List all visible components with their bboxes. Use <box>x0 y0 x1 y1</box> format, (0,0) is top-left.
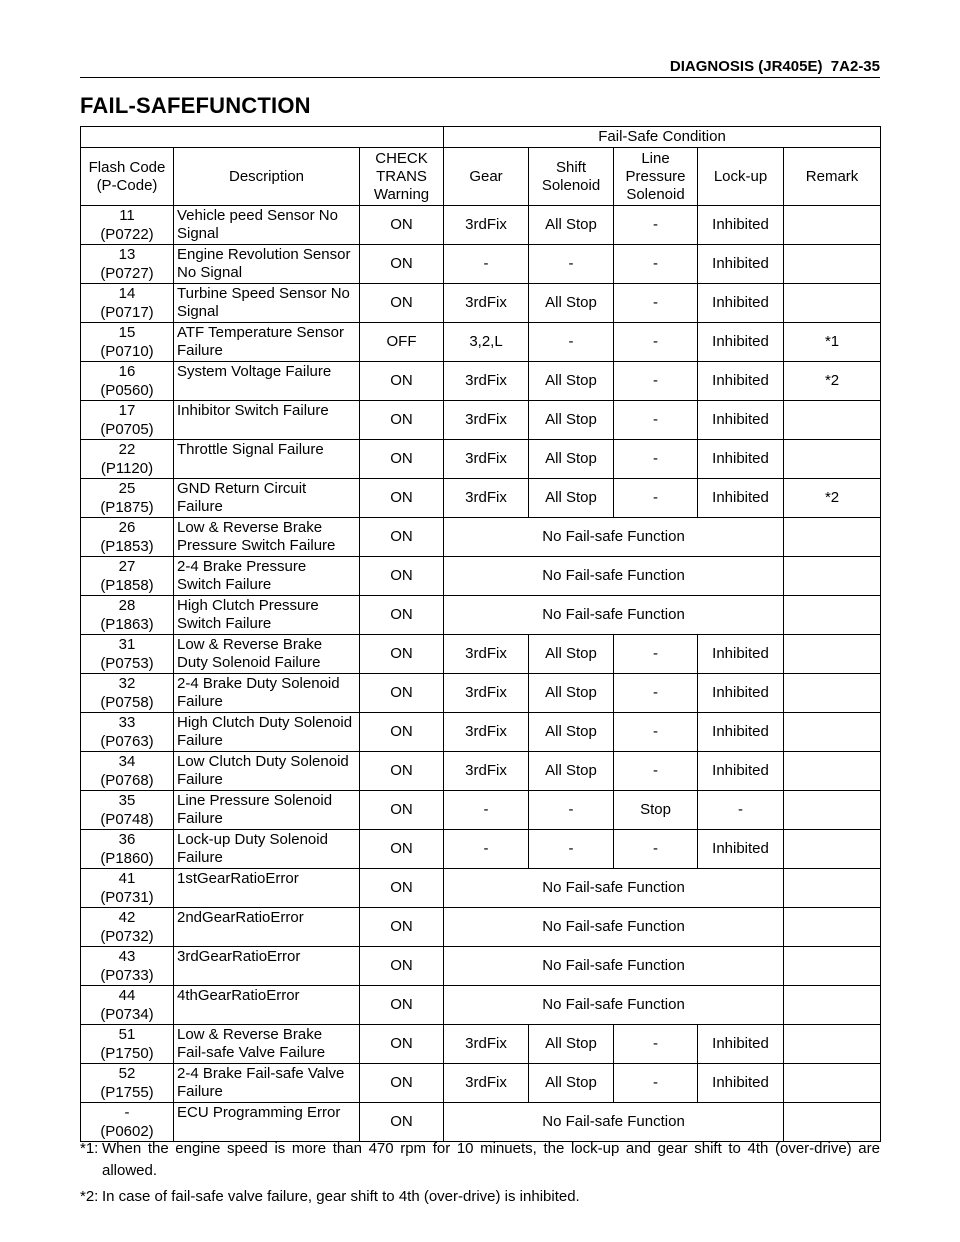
lockup-cell: Inhibited <box>698 479 784 518</box>
shift-solenoid-cell: All Stop <box>529 1064 614 1103</box>
remark-cell <box>784 1025 881 1064</box>
footnote-2 <box>80 1186 880 1208</box>
flash-code-cell <box>81 557 174 596</box>
flash-code: 31 <box>118 636 136 653</box>
p-code: (P1860) <box>100 850 154 867</box>
shift-solenoid-cell: All Stop <box>529 674 614 713</box>
description-cell: Inhibitor Switch Failure <box>174 401 360 440</box>
remark-cell <box>784 596 881 635</box>
gear-cell: 3,2,L <box>444 323 529 362</box>
no-fail-safe-cell: No Fail-safe Function <box>444 947 784 986</box>
line-pressure-cell: - <box>614 752 698 791</box>
flash-code: 11 <box>119 207 135 224</box>
p-code: (P0710) <box>100 343 154 360</box>
flash-code-cell <box>81 674 174 713</box>
col-line-pressure: Line Pressure Solenoid <box>614 148 698 206</box>
col-description: Description <box>174 148 360 206</box>
p-code: (P0731) <box>100 889 154 906</box>
flash-code-cell <box>81 986 174 1025</box>
remark-cell <box>784 830 881 869</box>
flash-code: 42 <box>118 909 136 926</box>
shift-solenoid-cell: - <box>529 323 614 362</box>
remark-cell <box>784 713 881 752</box>
lockup-cell: Inhibited <box>698 1025 784 1064</box>
shift-solenoid-cell: - <box>529 830 614 869</box>
page-header <box>80 58 880 75</box>
flash-code-cell <box>81 284 174 323</box>
line-pressure-cell: - <box>614 401 698 440</box>
remark-cell: *1 <box>784 323 881 362</box>
check-trans-cell: ON <box>360 1025 444 1064</box>
p-code: (P1853) <box>100 538 154 555</box>
page-number: 7A2-35 <box>830 58 880 75</box>
check-trans-cell: ON <box>360 713 444 752</box>
remark-cell <box>784 518 881 557</box>
shift-solenoid-cell: All Stop <box>529 1025 614 1064</box>
no-fail-safe-cell: No Fail-safe Function <box>444 986 784 1025</box>
check-trans-cell: ON <box>360 830 444 869</box>
footnote-mark: *1: <box>80 1140 99 1157</box>
table-row <box>81 986 881 1025</box>
table-row <box>81 713 881 752</box>
table-row <box>81 323 881 362</box>
check-trans-cell: ON <box>360 362 444 401</box>
col-shift-solenoid: Shift Solenoid <box>529 148 614 206</box>
remark-cell <box>784 752 881 791</box>
remark-cell <box>784 1103 881 1142</box>
description-cell: High Clutch Duty Solenoid Failure <box>174 713 360 752</box>
table-row <box>81 557 881 596</box>
flash-code-cell <box>81 245 174 284</box>
gear-cell: 3rdFix <box>444 713 529 752</box>
table-row <box>81 947 881 986</box>
col-remark: Remark <box>784 148 881 206</box>
check-trans-cell: ON <box>360 479 444 518</box>
flash-code-cell <box>81 635 174 674</box>
check-trans-cell: ON <box>360 206 444 245</box>
remark-cell <box>784 284 881 323</box>
gear-cell: 3rdFix <box>444 1064 529 1103</box>
p-code: (P1858) <box>100 577 154 594</box>
p-code: (P1120) <box>100 460 154 477</box>
gear-cell: 3rdFix <box>444 284 529 323</box>
gear-cell: 3rdFix <box>444 206 529 245</box>
lockup-cell: Inhibited <box>698 245 784 284</box>
check-trans-cell: ON <box>360 986 444 1025</box>
shift-solenoid-cell: All Stop <box>529 440 614 479</box>
table-row <box>81 518 881 557</box>
flash-code: 26 <box>118 519 136 536</box>
description-cell: 2-4 Brake Duty Solenoid Failure <box>174 674 360 713</box>
line-pressure-cell: - <box>614 206 698 245</box>
flash-code-cell <box>81 713 174 752</box>
lockup-cell: - <box>698 791 784 830</box>
flash-code-cell <box>81 401 174 440</box>
flash-code-cell <box>81 440 174 479</box>
header-divider <box>80 77 880 78</box>
description-cell: Engine Revolution Sensor No Signal <box>174 245 360 284</box>
no-fail-safe-cell: No Fail-safe Function <box>444 1103 784 1142</box>
no-fail-safe-cell: No Fail-safe Function <box>444 908 784 947</box>
flash-code: 33 <box>118 714 136 731</box>
check-trans-cell: ON <box>360 635 444 674</box>
table-row <box>81 401 881 440</box>
table-row <box>81 245 881 284</box>
flash-code: 44 <box>118 987 136 1004</box>
flash-code: 22 <box>118 441 136 458</box>
description-cell: ATF Temperature Sensor Failure <box>174 323 360 362</box>
table-row <box>81 1025 881 1064</box>
table-body <box>81 206 881 1142</box>
flash-code: 41 <box>118 870 136 887</box>
remark-cell <box>784 908 881 947</box>
gear-cell: 3rdFix <box>444 674 529 713</box>
p-code: (P0763) <box>100 733 154 750</box>
flash-code: 25 <box>118 480 136 497</box>
description-cell: 1stGearRatioError <box>174 869 360 908</box>
p-code: (P0758) <box>100 694 154 711</box>
col-check-trans: CHECK TRANS Warning <box>360 148 444 206</box>
check-trans-cell: ON <box>360 1064 444 1103</box>
flash-code-cell <box>81 479 174 518</box>
footnote-text: In case of fail-safe valve failure, gear shift to 4th (over-drive) is inhibited. <box>102 1188 580 1205</box>
footnotes <box>80 1138 880 1208</box>
flash-code-cell <box>81 1064 174 1103</box>
shift-solenoid-cell: All Stop <box>529 635 614 674</box>
p-code: (P0748) <box>100 811 154 828</box>
flash-code: 32 <box>118 675 136 692</box>
line-pressure-cell: - <box>614 1025 698 1064</box>
p-code: (P0722) <box>100 226 154 243</box>
line-pressure-cell: - <box>614 362 698 401</box>
gear-cell: 3rdFix <box>444 1025 529 1064</box>
gear-cell: 3rdFix <box>444 401 529 440</box>
remark-cell: *2 <box>784 479 881 518</box>
lockup-cell: Inhibited <box>698 635 784 674</box>
description-cell: GND Return Circuit Failure <box>174 479 360 518</box>
line-pressure-cell: - <box>614 479 698 518</box>
table-row <box>81 830 881 869</box>
page-title: FAIL-SAFEFUNCTION <box>80 93 311 118</box>
remark-cell <box>784 674 881 713</box>
table-row <box>81 479 881 518</box>
p-code: (P0602) <box>100 1123 154 1140</box>
table-row <box>81 635 881 674</box>
description-cell: 2-4 Brake Fail-safe Valve Failure <box>174 1064 360 1103</box>
description-cell: Throttle Signal Failure <box>174 440 360 479</box>
table-row <box>81 674 881 713</box>
shift-solenoid-cell: All Stop <box>529 401 614 440</box>
remark-cell <box>784 557 881 596</box>
table-row <box>81 752 881 791</box>
description-cell: Line Pressure Solenoid Failure <box>174 791 360 830</box>
p-code: (P0705) <box>100 421 154 438</box>
check-trans-cell: ON <box>360 947 444 986</box>
line-pressure-cell: - <box>614 1064 698 1103</box>
p-code: (P0727) <box>100 265 154 282</box>
lockup-cell: Inhibited <box>698 284 784 323</box>
gear-cell: - <box>444 245 529 284</box>
line-pressure-cell: - <box>614 440 698 479</box>
remark-cell <box>784 401 881 440</box>
footnote-1 <box>80 1138 880 1182</box>
gear-cell: 3rdFix <box>444 479 529 518</box>
description-cell: Low & Reverse Brake Duty Solenoid Failure <box>174 635 360 674</box>
p-code: (P0734) <box>100 1006 154 1023</box>
check-trans-cell: OFF <box>360 323 444 362</box>
fail-safe-condition-header: Fail-Safe Condition <box>444 127 881 148</box>
description-cell: Turbine Speed Sensor No Signal <box>174 284 360 323</box>
lockup-cell: Inhibited <box>698 440 784 479</box>
fail-safe-table <box>80 126 881 1142</box>
col-lockup: Lock-up <box>698 148 784 206</box>
table-row <box>81 1103 881 1142</box>
gear-cell: 3rdFix <box>444 752 529 791</box>
p-code: (P0560) <box>100 382 154 399</box>
check-trans-cell: ON <box>360 245 444 284</box>
table-row <box>81 440 881 479</box>
gear-cell: - <box>444 830 529 869</box>
flash-code-cell <box>81 596 174 635</box>
description-cell: 2-4 Brake Pressure Switch Failure <box>174 557 360 596</box>
shift-solenoid-cell: All Stop <box>529 362 614 401</box>
p-code: (P1863) <box>100 616 154 633</box>
lockup-cell: Inhibited <box>698 1064 784 1103</box>
flash-code-cell <box>81 362 174 401</box>
check-trans-cell: ON <box>360 518 444 557</box>
no-fail-safe-cell: No Fail-safe Function <box>444 518 784 557</box>
shift-solenoid-cell: All Stop <box>529 752 614 791</box>
remark-cell <box>784 869 881 908</box>
lockup-cell: Inhibited <box>698 401 784 440</box>
description-cell: System Voltage Failure <box>174 362 360 401</box>
no-fail-safe-cell: No Fail-safe Function <box>444 557 784 596</box>
check-trans-cell: ON <box>360 791 444 830</box>
check-trans-cell: ON <box>360 401 444 440</box>
flash-code-cell <box>81 752 174 791</box>
description-cell: Low & Reverse Brake Fail-safe Valve Failure <box>174 1025 360 1064</box>
lockup-cell: Inhibited <box>698 206 784 245</box>
p-code: (P0768) <box>100 772 154 789</box>
footnote-text: When the engine speed is more than 470 rpm for 10 minuets, the lock-up and gear shift to 4th (over-drive) are allowed. <box>102 1140 880 1179</box>
shift-solenoid-cell: All Stop <box>529 206 614 245</box>
flash-code-cell <box>81 323 174 362</box>
lockup-cell: Inhibited <box>698 713 784 752</box>
remark-cell <box>784 440 881 479</box>
flash-code: 28 <box>118 597 136 614</box>
remark-cell <box>784 947 881 986</box>
check-trans-cell: ON <box>360 752 444 791</box>
line-pressure-cell: - <box>614 830 698 869</box>
flash-code: 51 <box>118 1026 136 1043</box>
flash-code: 17 <box>118 402 136 419</box>
flash-code-cell <box>81 869 174 908</box>
footnote-mark: *2: <box>80 1188 99 1205</box>
line-pressure-cell: - <box>614 635 698 674</box>
flash-code: - <box>124 1104 130 1121</box>
line-pressure-cell: - <box>614 323 698 362</box>
gear-cell: 3rdFix <box>444 362 529 401</box>
flash-code: 13 <box>118 246 136 263</box>
remark-cell <box>784 986 881 1025</box>
lockup-cell: Inhibited <box>698 752 784 791</box>
remark-cell <box>784 1064 881 1103</box>
flash-code-cell <box>81 947 174 986</box>
flash-code: 27 <box>118 558 136 575</box>
flash-code-cell <box>81 830 174 869</box>
description-cell: 4thGearRatioError <box>174 986 360 1025</box>
table-row <box>81 791 881 830</box>
gear-cell: - <box>444 791 529 830</box>
check-trans-cell: ON <box>360 557 444 596</box>
line-pressure-cell: - <box>614 713 698 752</box>
check-trans-cell: ON <box>360 440 444 479</box>
no-fail-safe-cell: No Fail-safe Function <box>444 596 784 635</box>
flash-code-cell <box>81 206 174 245</box>
p-code: (P0717) <box>100 304 154 321</box>
remark-cell <box>784 206 881 245</box>
table-row <box>81 206 881 245</box>
remark-cell <box>784 635 881 674</box>
description-cell: Low & Reverse Brake Pressure Switch Failure <box>174 518 360 557</box>
check-trans-cell: ON <box>360 284 444 323</box>
table-row <box>81 869 881 908</box>
section-title: DIAGNOSIS (JR405E) <box>669 58 823 75</box>
col-gear: Gear <box>444 148 529 206</box>
line-pressure-cell: - <box>614 674 698 713</box>
table-row <box>81 908 881 947</box>
gear-cell: 3rdFix <box>444 635 529 674</box>
flash-code-cell <box>81 791 174 830</box>
table-row <box>81 596 881 635</box>
flash-code: 52 <box>118 1065 136 1082</box>
remark-cell <box>784 791 881 830</box>
lockup-cell: Inhibited <box>698 362 784 401</box>
shift-solenoid-cell: All Stop <box>529 479 614 518</box>
p-code: (P1750) <box>100 1045 154 1062</box>
table-row <box>81 1064 881 1103</box>
flash-code: 15 <box>118 324 136 341</box>
check-trans-cell: ON <box>360 1103 444 1142</box>
flash-code: 16 <box>118 363 136 380</box>
check-trans-cell: ON <box>360 674 444 713</box>
check-trans-cell: ON <box>360 596 444 635</box>
flash-code: 34 <box>118 753 136 770</box>
remark-cell <box>784 245 881 284</box>
description-cell: High Clutch Pressure Switch Failure <box>174 596 360 635</box>
flash-code-cell <box>81 1103 174 1142</box>
description-cell: Low Clutch Duty Solenoid Failure <box>174 752 360 791</box>
p-code: (P0732) <box>100 928 154 945</box>
line-pressure-cell: - <box>614 284 698 323</box>
check-trans-cell: ON <box>360 869 444 908</box>
description-cell: Vehicle peed Sensor No Signal <box>174 206 360 245</box>
description-cell: 3rdGearRatioError <box>174 947 360 986</box>
gear-cell: 3rdFix <box>444 440 529 479</box>
shift-solenoid-cell: All Stop <box>529 713 614 752</box>
blank-header-cell <box>81 127 444 148</box>
description-cell: Lock-up Duty Solenoid Failure <box>174 830 360 869</box>
remark-cell: *2 <box>784 362 881 401</box>
flash-code: 14 <box>118 285 136 302</box>
table-group-header-row <box>81 127 881 148</box>
shift-solenoid-cell: - <box>529 791 614 830</box>
flash-code: 35 <box>118 792 136 809</box>
line-pressure-cell: - <box>614 245 698 284</box>
flash-code-cell <box>81 908 174 947</box>
flash-code-cell <box>81 518 174 557</box>
line-pressure-cell: Stop <box>614 791 698 830</box>
shift-solenoid-cell: All Stop <box>529 284 614 323</box>
table-row <box>81 362 881 401</box>
col-flash-code: Flash Code (P-Code) <box>81 148 174 206</box>
flash-code: 43 <box>118 948 136 965</box>
description-cell: ECU Programming Error <box>174 1103 360 1142</box>
flash-code: 36 <box>118 831 136 848</box>
check-trans-cell: ON <box>360 908 444 947</box>
table-row <box>81 284 881 323</box>
no-fail-safe-cell: No Fail-safe Function <box>444 869 784 908</box>
table-column-header-row <box>81 148 881 206</box>
flash-code-cell <box>81 1025 174 1064</box>
lockup-cell: Inhibited <box>698 830 784 869</box>
shift-solenoid-cell: - <box>529 245 614 284</box>
p-code: (P0733) <box>100 967 154 984</box>
lockup-cell: Inhibited <box>698 323 784 362</box>
description-cell: 2ndGearRatioError <box>174 908 360 947</box>
p-code: (P0753) <box>100 655 154 672</box>
lockup-cell: Inhibited <box>698 674 784 713</box>
p-code: (P1755) <box>100 1084 154 1101</box>
p-code: (P1875) <box>100 499 154 516</box>
